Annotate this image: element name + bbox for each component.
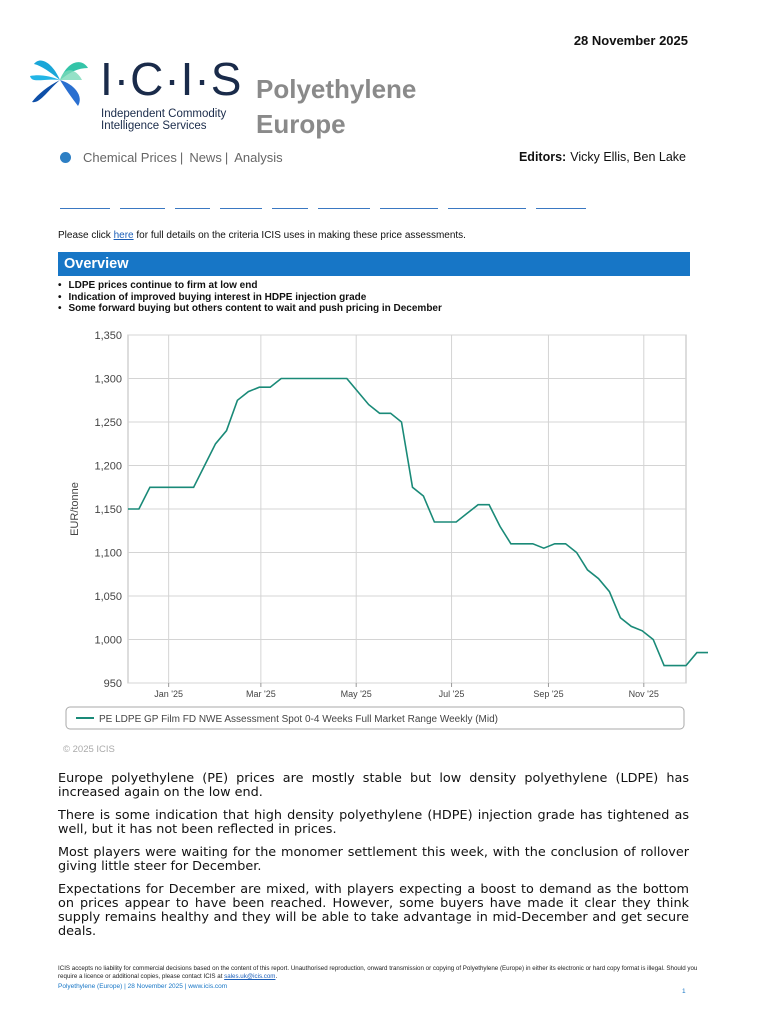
blank-link[interactable] — [175, 206, 210, 209]
chart-grid — [128, 335, 686, 687]
disclaimer-end: . — [275, 972, 278, 980]
brand-tagline: Independent Commodity Intelligence Services — [101, 108, 227, 132]
blank-link[interactable] — [120, 206, 165, 209]
editors-names: Vicky Ellis, Ben Lake — [570, 150, 686, 164]
chart-legend — [66, 707, 684, 729]
report-title-line1: Polyethylene — [256, 74, 417, 104]
sales-email-link[interactable]: sales.uk@icis.com — [224, 972, 276, 980]
paragraph: Expectations for December are mixed, with players expecting a boost to demand as the bottom on prices appear to have been reached. However, some buyers have made it clear they think supply remains healthy and they will be able to take advantage in mid-December and get secure deals. — [58, 882, 689, 939]
blank-link[interactable] — [448, 206, 526, 209]
overview-header: Overview — [58, 252, 690, 276]
y-tick-label: 1,150 — [94, 504, 122, 516]
nav-separator: | — [179, 150, 184, 165]
x-tick-label: Sep '25 — [533, 689, 564, 699]
globe-icon — [60, 152, 71, 163]
x-tick-label: Jul '25 — [438, 689, 465, 699]
disclaimer-text: ICIS accepts no liability for commercial decisions based on the content of this report. Unauthorised reproduction, onward transmission or copying of Polyethylene (Europe) in either its electronic or hard copy format is illegal. Should you require a licence or additional copies, please contact ICIS at — [58, 965, 698, 980]
y-tick-label: 1,050 — [94, 591, 122, 603]
blank-link[interactable] — [60, 206, 110, 209]
page-number: 1 — [682, 988, 686, 995]
price-chart — [58, 325, 708, 740]
highlight-item: • LDPE prices continue to firm at low end — [58, 280, 442, 292]
icis-logo-icon — [30, 50, 90, 112]
paragraph: Most players were waiting for the monomer settlement this week, with the conclusion of rollover giving little steer for December. — [58, 845, 689, 874]
article-body — [58, 772, 689, 948]
report-date: 28 November 2025 — [573, 33, 688, 48]
brand-name: I·C·I·S — [100, 53, 243, 105]
nav-news[interactable]: News — [189, 150, 222, 165]
x-tick-label: Jan '25 — [154, 689, 184, 699]
editors-label: Editors: — [518, 150, 567, 164]
y-axis-label: EUR/tonne — [69, 482, 81, 536]
criteria-prefix: Please click — [58, 230, 114, 241]
overview-highlights — [58, 280, 442, 315]
y-tick-label: 1,000 — [94, 634, 122, 647]
criteria-link[interactable]: here — [113, 230, 134, 241]
x-tick-label: Mar '25 — [245, 689, 276, 699]
y-tick-label: 1,100 — [94, 547, 122, 560]
highlight-item: • Indication of improved buying interest in HDPE injection grade — [58, 292, 442, 304]
paragraph: There is some indication that high density polyethylene (HDPE) injection grade has tightened as well, but it has not been reflected in prices. — [58, 808, 689, 837]
y-tick-label: 1,300 — [94, 373, 122, 386]
blank-link[interactable] — [318, 206, 370, 209]
x-axis-ticks — [154, 689, 659, 699]
nav-chemical-prices[interactable]: Chemical Prices — [83, 150, 177, 165]
nav-separator: | — [224, 150, 229, 165]
editors — [519, 150, 686, 164]
y-tick-label: 1,250 — [94, 417, 122, 429]
criteria-note — [58, 230, 466, 241]
blank-link[interactable] — [380, 206, 438, 209]
y-tick-label: 1,200 — [94, 460, 122, 473]
copyright: © 2025 ICIS — [63, 744, 115, 755]
nav-analysis[interactable]: Analysis — [234, 150, 283, 165]
criteria-suffix: for full details on the criteria ICIS uses in making these price assessments. — [133, 230, 466, 241]
footer-line: Polyethylene (Europe) | 28 November 2025 | www.icis.com — [58, 983, 228, 990]
x-tick-label: May '25 — [340, 689, 372, 699]
y-tick-label: 1,350 — [94, 330, 122, 342]
highlight-item: • Some forward buying but others content to wait and push pricing in December — [58, 303, 442, 315]
blank-link[interactable] — [272, 206, 308, 209]
nav-bar — [60, 150, 283, 165]
link-row — [60, 206, 586, 209]
disclaimer — [58, 965, 698, 980]
blank-link[interactable] — [536, 206, 586, 209]
paragraph: Europe polyethylene (PE) prices are mostly stable but low density polyethylene (LDPE) has increased again on the low end. — [58, 771, 689, 800]
legend-label: PE LDPE GP Film FD NWE Assessment Spot 0-4 Weeks Full Market Range Weekly (Mid) — [99, 714, 499, 725]
x-tick-label: Nov '25 — [628, 689, 659, 699]
y-axis-ticks — [94, 330, 122, 690]
report-title-line2: Europe — [256, 109, 346, 139]
y-tick-label: 950 — [103, 678, 122, 690]
report-title — [256, 72, 416, 142]
blank-link[interactable] — [220, 206, 262, 209]
